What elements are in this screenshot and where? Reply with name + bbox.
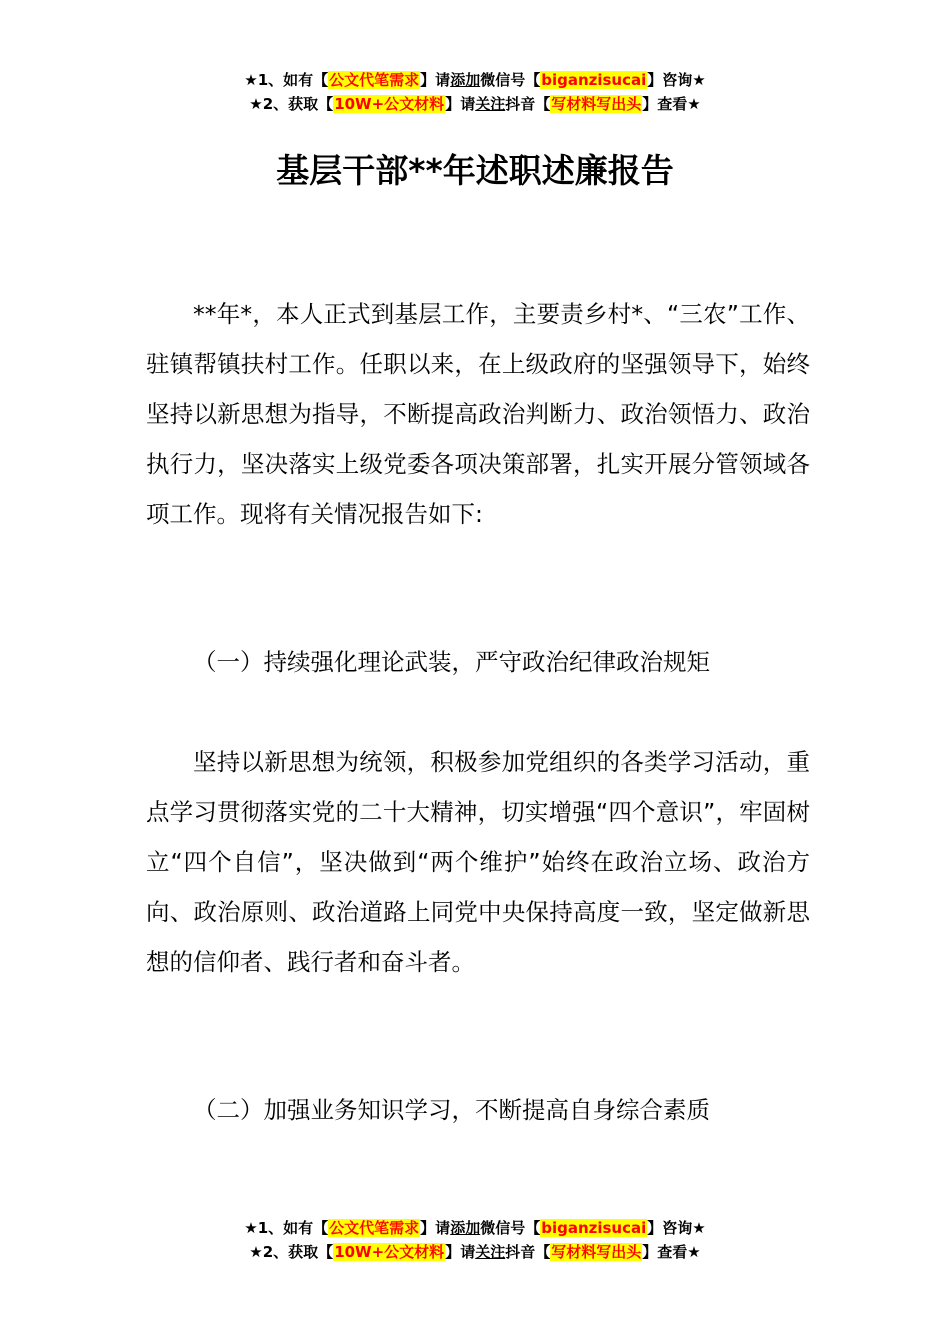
footer-banner-line-2: ★2、获取【10W+公文材料】请关注抖音【写材料写出头】查看★ <box>249 1243 701 1261</box>
section-heading-2: （二）加强业务知识学习，不断提高自身综合素质 <box>193 1096 710 1124</box>
douyin-account-highlight: 写材料写出头 <box>551 95 642 113</box>
materials-highlight: 10W+公文材料 <box>334 95 445 113</box>
service-highlight: 公文代笔需求 <box>329 1219 420 1237</box>
service-highlight: 公文代笔需求 <box>329 71 420 89</box>
document-title: 基层干部**年述职述廉报告 <box>276 151 674 190</box>
banner-line-1: ★1、如有【公文代笔需求】请添加微信号【biganzisucai】咨询★ <box>244 71 706 89</box>
wechat-id-highlight: biganzisucai <box>541 1219 647 1237</box>
header-banner <box>0 68 950 116</box>
footer-banner-line-1: ★1、如有【公文代笔需求】请添加微信号【biganzisucai】咨询★ <box>244 1219 706 1237</box>
footer-banner <box>0 1216 950 1264</box>
douyin-account-highlight: 写材料写出头 <box>551 1243 642 1261</box>
banner-line-2: ★2、获取【10W+公文材料】请关注抖音【写材料写出头】查看★ <box>249 95 701 113</box>
materials-highlight: 10W+公文材料 <box>334 1243 445 1261</box>
section-heading-1: （一）持续强化理论武装，严守政治纪律政治规矩 <box>193 648 710 676</box>
paragraph-theory-study: 坚持以新思想为统领，积极参加党组织的各类学习活动，重点学习贯彻落实党的二十大精神，切实增强“四个意识”，牢固树立“四个自信”，坚决做到“两个维护”始终在政治立场、政治方向、政治原则、政治道路上同党中央保持高度一致，坚定做新思想的信仰者、践行者和奋斗者。 <box>146 748 810 976</box>
paragraph-intro: **年*，本人正式到基层工作，主要责乡村*、“三农”工作、驻镇帮镇扶村工作。任职以来，在上级政府的坚强领导下，始终坚持以新思想为指导，不断提高政治判断力、政治领悟力、政治执行力，坚决落实上级党委各项决策部署，扎实开展分管领域各项工作。现将有关情况报告如下: <box>146 300 810 528</box>
wechat-id-highlight: biganzisucai <box>541 71 647 89</box>
